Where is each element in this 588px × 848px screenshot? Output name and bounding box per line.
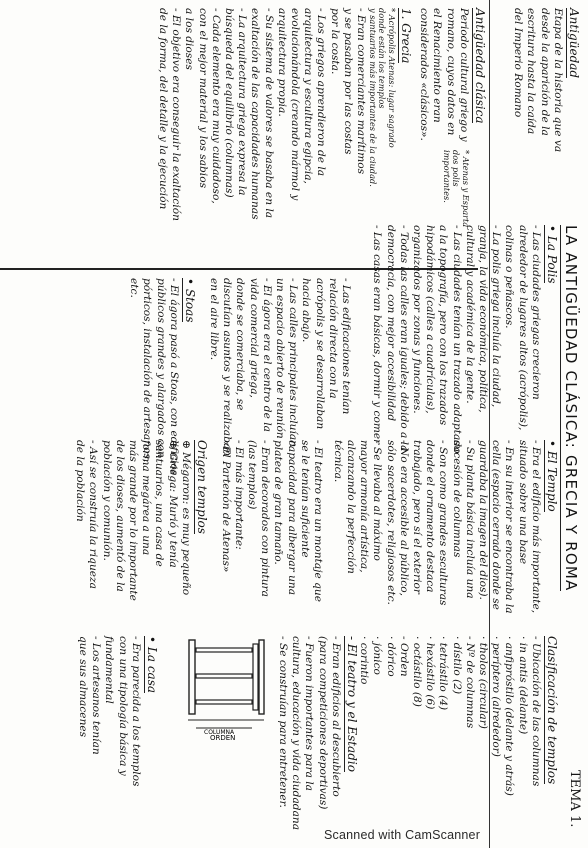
text-line: - Se construían para entretener. [276,636,289,808]
text-line: - Su planta básica incluía una [463,440,476,599]
text-line: colinas o peñascos. [503,225,516,329]
grecia-section [156,8,412,221]
origen-heading: Origen templos [195,440,209,534]
text-line: · dórico [384,636,397,677]
text-line: relación directa con la [326,278,339,399]
text-line: - Su sistema de valores se basaba en la [262,8,275,219]
text-line: · anfipróstilo (delante y atrás) [503,636,516,796]
text-line: - Orden [397,636,410,677]
clasificacion-heading: Clasificación de templos [545,636,559,785]
text-line: donde se comerciaba, se [234,278,247,411]
text-line: - Fueron importantes para la [303,636,316,791]
text-line: - Era parecida a los templos [129,636,142,787]
text-line: democracia, con mejor accesibilidad [384,225,397,422]
text-line: cultural y académica de la gente. [463,225,476,404]
text-line: donde el ornamento destaca [424,440,437,593]
text-line: sucesión de columnas [450,440,463,558]
teatro-estadio-section [276,636,358,830]
text-line: etc. [128,278,141,298]
page-title: LA ANTIGÜEDAD CLÁSICA: GRECIA Y ROMA [562,225,580,592]
text-line: arquitectura propia. [275,8,288,117]
text-line: platea de gran tamaño. [272,440,285,565]
text-line: evolucionándola (creando mármol y [289,8,301,201]
text-line: dos polis [451,150,462,187]
text-line: y se pasaban por las costas [341,8,354,155]
text-line: - Las ciudades tenían un trazado adaptado [450,225,463,454]
text-line: con el mejor material y los sabios [196,8,209,189]
text-line: escritura hasta la caída [525,8,538,135]
text-line: - La polis griega incluía la ciudad, [490,225,503,408]
text-line: fundamental [103,636,116,704]
text-line: públicos grandes y alargados con [154,278,167,458]
text-line: vida comercial griega, [247,278,260,398]
text-line: arquitectura y escultura egipcia, [302,8,315,184]
text-line: - El ágora era el centro de la [260,278,273,432]
text-line: técnica. [331,440,344,483]
text-line: alrededor de lugares altos (acrópolis), [516,225,529,431]
text-line: - La arquitectura griega expresa la [236,8,249,196]
text-line: · octástilo (8) [410,636,423,707]
text-line: considerados «clásicos». [418,8,431,141]
text-line: · corintio [358,636,371,685]
text-line: - Era el edificio más importante, [529,440,542,614]
text-line: - Nº de columnas [463,636,476,729]
polis-section [370,225,558,453]
templo-section [331,440,558,614]
text-line: organizados por zonas y funciones. [410,225,423,414]
text-line: a la topografía, pero con los trazados [437,225,450,426]
text-line: importantes. [441,150,452,203]
text-line: por la costa. [328,8,341,75]
temple-stylobate [189,640,195,714]
text-line: ⊕ Griega: Murió y tenía [166,440,179,568]
text-line: a los dioses [183,8,196,70]
text-line: búsqueda del equilibrio (columnas) [222,8,235,198]
text-line: * Atenas y Esparta [461,150,471,228]
text-line: - No era accesible al público, [397,440,410,596]
text-line: - En su interior se encontraba la [503,440,516,614]
text-line: · in antis (delante) [516,636,529,735]
text-line: - Eran decorados con pintura [259,440,272,597]
origen-section [73,440,208,601]
temple-pediment [259,640,264,714]
stoas-heading: • Stoas [183,278,197,323]
text-line: · períptero (alrededor) [490,636,503,757]
acropolis-note: * Acrópolis Atenas: lugar sagrado [386,8,397,148]
grecia-heading: 1. Grecia [399,8,413,64]
acropolis-note: y santuarios más importantes de la ciudad. [367,8,378,187]
text-line: discutían asuntos y se realizaban [221,278,234,457]
text-line: que sus almacenes [76,636,89,738]
text-line: - Eran comerciantes marítimos [355,8,368,175]
teatro-estadio-heading: - El teatro y el Estadio [345,636,359,772]
column-label: COLUMNA [204,729,235,736]
text-line: - Las ciudades griegas crecieron [529,225,542,400]
text-line: cultura, educación y vida ciudadana [290,636,303,831]
text-line: · tholos (circular) [476,636,489,729]
text-line: - Son como grandes esculturas [437,440,450,606]
text-line: - Las edificaciones tenían [340,278,352,415]
text-line: granja, la vida económica, política, [476,225,489,413]
text-line: - Las casas eran básicas, dormir y comer [371,225,384,445]
text-line: - Los artesanos tenían [90,636,103,755]
text-line: hacia abajo. [300,278,313,343]
text-line: (las templos) [245,440,258,510]
text-line: de la población [74,440,87,522]
text-line: - Los griegos aprendieron de la [315,8,328,177]
text-line: - Eran edificios al descubierto [329,636,342,797]
scanner-watermark: Scanned with CamScanner [324,828,481,842]
temple-column [196,674,252,678]
text-line: alcanzando la perfección [344,440,357,574]
text-line: pórticos, instalación de artesanos, [141,278,154,463]
text-line: del Imperio Romano [512,8,525,118]
text-line: · tetrástilo (4) [437,636,450,711]
text-line: más grande por lo importante [126,440,139,601]
text-line: · dístilo (2) [450,636,463,695]
text-line: - Todas las calles eran iguales; debido a la [397,225,410,452]
text-line: - El más importante: [232,440,245,550]
templo-extra-section [218,440,324,602]
text-line: · hexástilo (6) [424,636,437,710]
topic-label: TEMA 1. [567,770,582,828]
text-line: con una tipología básica y [116,636,129,776]
text-line: ⊕ Mégaron: es muy pequeño [179,440,192,596]
text-line: hipodámicos (calles a cuadrículas), [424,225,437,414]
text-line: - El objetivo era conseguir la exaltación [170,8,183,221]
text-line: un espacio abierto de reunión [273,278,286,439]
text-line: en el aire libre. [207,278,220,361]
text-line: se le tenían suficiente [298,440,311,558]
text-line: trabajado, pero sí el exterior [410,440,423,594]
text-line: situado sobre una base [516,440,529,565]
text-line: de los dioses, aumentó de la [113,440,126,592]
text-line: - Se llevaba al máximo [371,440,384,561]
text-line: acrópolis y se desarrollaban [313,278,326,430]
text-line: Periodo cultural griego y [457,8,470,142]
templo-heading: • El Templo [545,440,559,512]
text-line: exaltación de las capacidades humanas [249,8,262,220]
order-label: ORDEN [210,734,236,742]
acropolis-note: donde están los templos [377,8,388,109]
antiguedad-heading: Antigüedad [567,8,581,79]
text-line: población y comunión. [100,440,113,561]
agora-section [207,278,352,456]
antiguedad-clasica-heading: Antigüedad clásica [473,8,487,124]
text-line: - Así se construía la riqueza [87,440,100,589]
text-line: - Las calles principales incluían [287,278,300,448]
text-line: · jónico [371,636,384,675]
text-line: forma megárea a una [140,440,153,556]
polis-side-note [441,150,470,227]
casa-heading: • La casa [145,636,159,694]
clasificacion-section [357,636,558,796]
text-line: romano, cuyos datos en [444,8,457,136]
text-line: cella (espacio cerrado donde se [490,440,503,610]
text-line: sólo sacerdotes, religiosos etc. [384,440,397,605]
casa-section [76,636,158,786]
text-line: - Cada elemento era muy cuidadoso, [209,8,222,204]
text-line: «El Partenón de Atenas» [219,440,232,573]
text-line: guardaba la imagen del dios). [476,440,489,600]
text-line: el Renacimiento eran [431,8,444,123]
temple-column [196,648,252,652]
text-line: - El teatro era un montaje que [312,440,324,602]
text-line: - Ubicación de las columnas [529,636,542,787]
text-line: de la forma, del detalle y la ejecución [156,8,169,210]
text-line: santuarios, una casa de [153,440,166,567]
polis-heading: • La Polis [545,225,559,284]
temple-elevation-diagram [174,636,270,756]
text-line: - El ágora pasó a Stoas, con edificios [167,278,180,476]
text-line: mayor armonía artística, [358,440,371,573]
temple-column [196,700,252,704]
text-line: desde la aparición de la [538,8,551,136]
text-line: (para competiciones deportivas) [316,636,329,810]
antiguedad-section [511,8,580,152]
antiguedad-clasica-section [417,8,486,142]
text-line: Etapa de la historia que va [551,8,564,153]
text-line: capacidad para albergar una [285,440,298,596]
temple-entablature [253,644,258,710]
